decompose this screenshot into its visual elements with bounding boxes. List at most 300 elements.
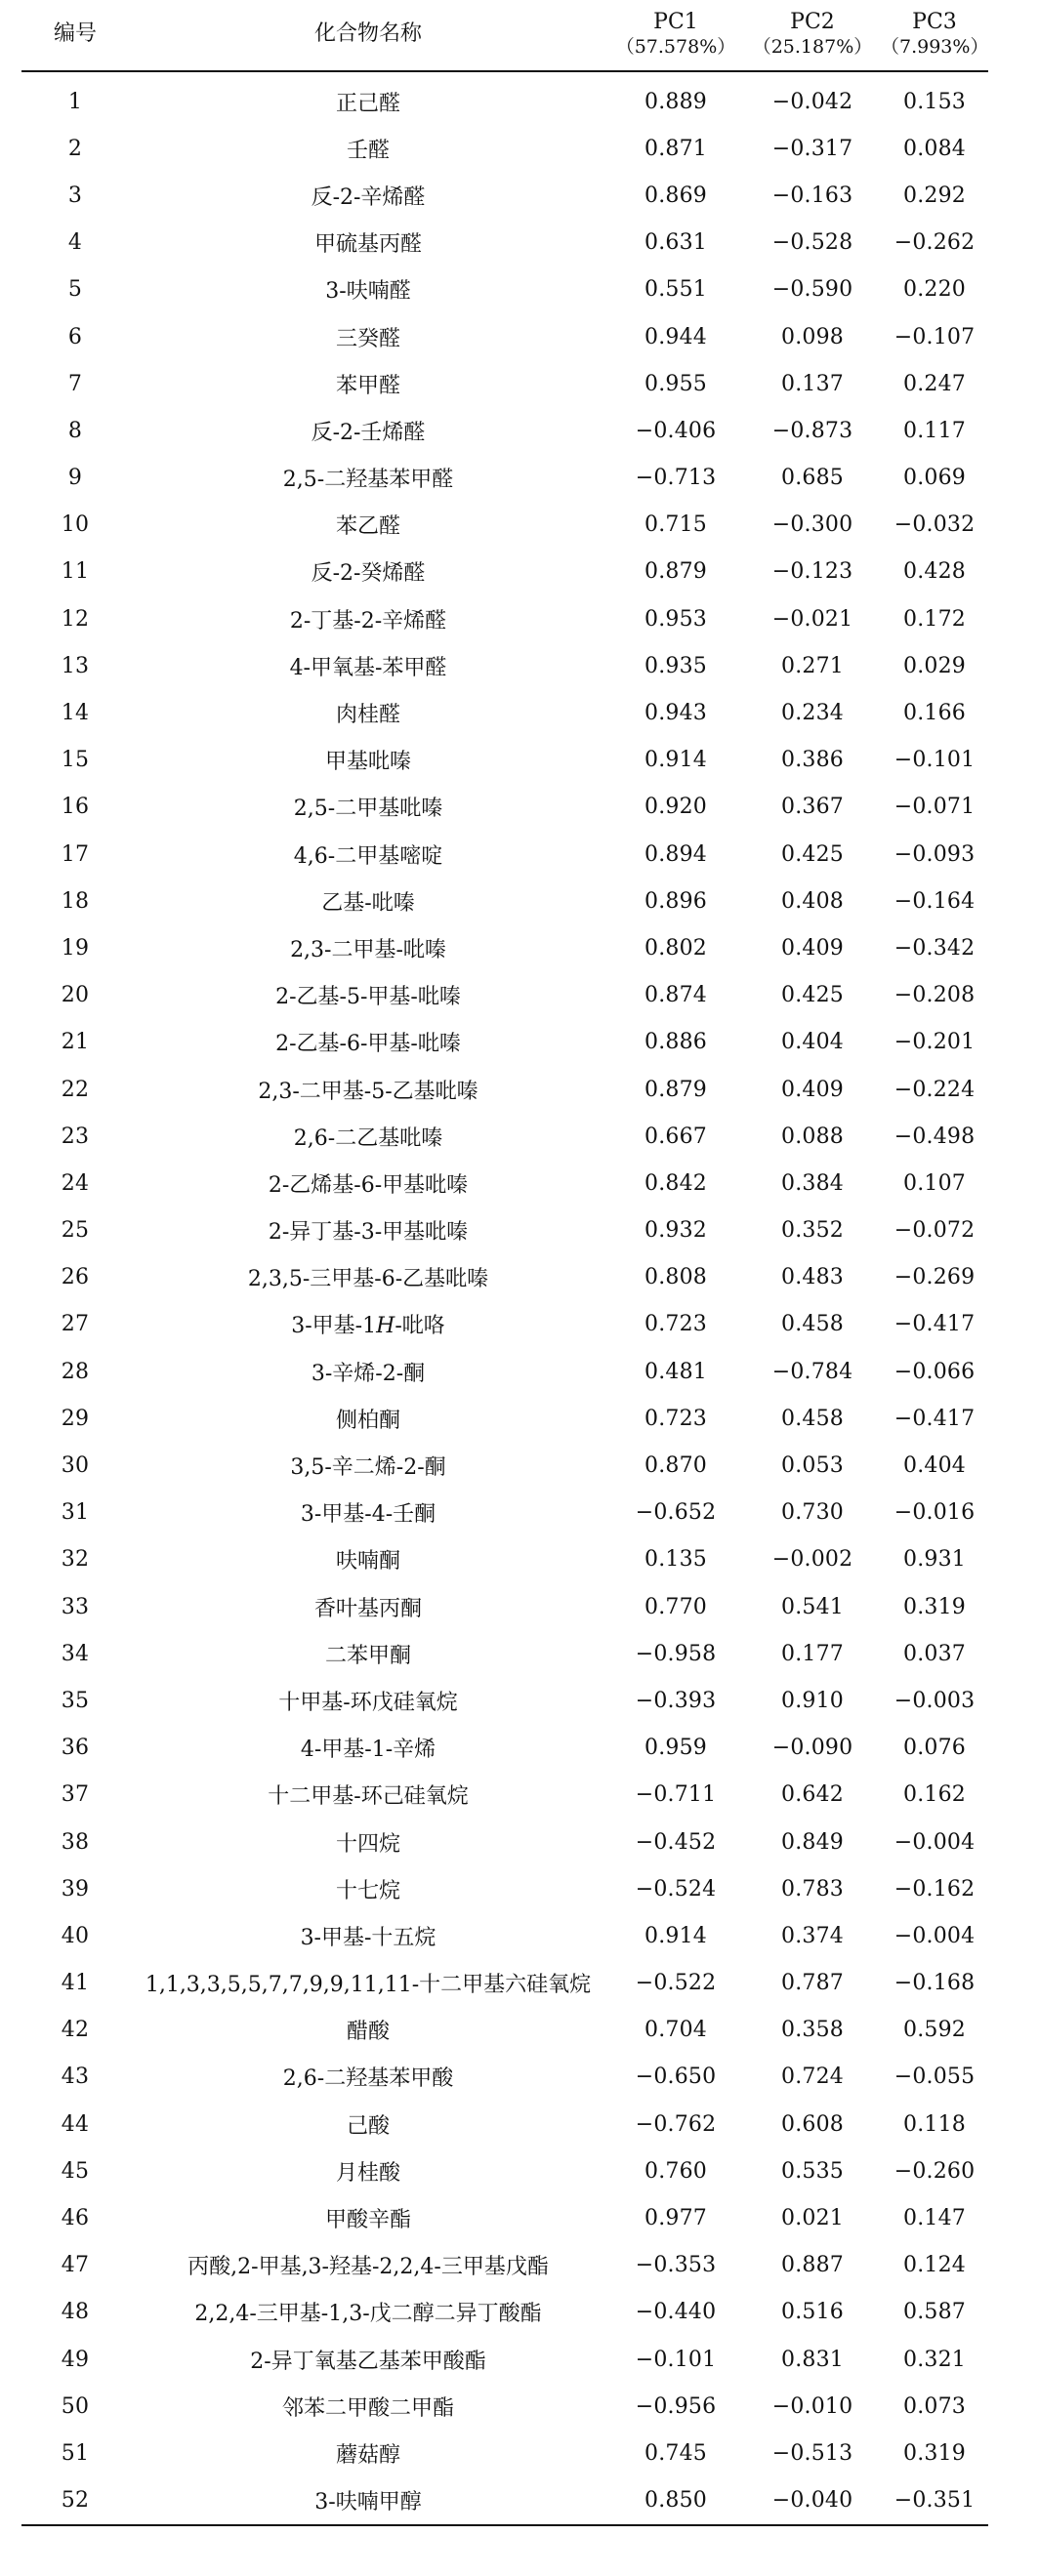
cell-id: 21 [61, 1030, 90, 1055]
cell-pc1: −0.713 [635, 466, 717, 491]
cell-pc1: 0.715 [644, 512, 707, 538]
header-row [21, 0, 988, 71]
cell-id: 37 [61, 1782, 90, 1808]
cell-pc2: 0.724 [781, 2065, 844, 2090]
table-row [21, 220, 988, 266]
cell-compound-name: 3-甲基-1H-吡咯 [291, 1314, 445, 1339]
cell-compound-name: 壬醛 [346, 138, 390, 163]
cell-id: 42 [61, 2018, 90, 2043]
cell-pc3: −0.004 [894, 1829, 976, 1855]
table-row [21, 71, 988, 125]
table-body [21, 71, 988, 2525]
cell-compound-name: 3-甲基-十五烷 [300, 1925, 436, 1950]
cell-compound-name: 4-甲氧基-苯甲醛 [289, 655, 447, 680]
cell-compound-name: 侧柏酮 [335, 1408, 400, 1433]
cell-pc1: −0.406 [635, 418, 717, 443]
header-pc3-variance: （7.993%） [881, 36, 989, 58]
cell-pc2: 0.425 [781, 983, 844, 1008]
cell-id: 13 [61, 653, 90, 678]
table-row [21, 972, 988, 1019]
cell-pc1: −0.452 [635, 1829, 717, 1855]
cell-pc2: 0.271 [781, 653, 844, 678]
cell-pc2: 0.831 [781, 2347, 844, 2372]
table-row [21, 1725, 988, 1772]
cell-pc1: 0.879 [644, 1077, 707, 1102]
header-id: 编号 [21, 0, 129, 71]
cell-pc3: −0.417 [894, 1312, 976, 1337]
cell-compound-name: 反-2-壬烯醛 [311, 420, 426, 445]
cell-pc1: 0.135 [644, 1547, 707, 1573]
cell-pc1: −0.958 [635, 1641, 717, 1666]
cell-pc1: 0.889 [644, 89, 707, 114]
cell-pc2: 0.887 [781, 2253, 844, 2278]
table-row [21, 2194, 988, 2241]
cell-pc2: 0.541 [781, 1594, 844, 1619]
cell-pc1: −0.101 [635, 2347, 717, 2372]
cell-compound-name: 丙酸,2-甲基,3-羟基-2,2,4-三甲基戊酯 [187, 2255, 549, 2280]
cell-pc3: −0.071 [894, 795, 976, 820]
table-row [21, 924, 988, 971]
cell-pc3: 0.166 [903, 701, 966, 726]
cell-pc3: 0.321 [903, 2347, 966, 2372]
table-row [21, 878, 988, 924]
cell-pc3: −0.201 [894, 1030, 976, 1055]
cell-compound-name: 十四烷 [335, 1831, 400, 1857]
table-row [21, 549, 988, 595]
table-row [21, 1536, 988, 1583]
cell-id: 15 [61, 748, 90, 773]
table-row [21, 2430, 988, 2476]
table-row [21, 1819, 988, 1865]
cell-pc2: 0.535 [781, 2158, 844, 2184]
table-row [21, 1583, 988, 1630]
header-pc3 [881, 0, 988, 71]
cell-pc3: 0.292 [903, 183, 966, 208]
cell-id: 20 [61, 983, 90, 1008]
cell-pc3: −0.164 [894, 888, 976, 914]
table-row [21, 595, 988, 642]
cell-compound-name: 2-乙基-5-甲基-吡嗪 [275, 985, 461, 1010]
table-row [21, 172, 988, 219]
table-row [21, 360, 988, 407]
cell-pc1: 0.914 [644, 748, 707, 773]
cell-pc3: 0.172 [903, 606, 966, 632]
cell-id: 47 [61, 2253, 90, 2278]
cell-compound-name: 3-呋喃醛 [325, 279, 411, 305]
cell-pc3: 0.428 [903, 559, 966, 585]
table-row [21, 642, 988, 689]
table-row [21, 1395, 988, 1442]
cell-pc1: 0.667 [644, 1124, 707, 1149]
cell-compound-name: 蘑菇醇 [335, 2442, 400, 2468]
cell-pc3: 0.153 [903, 89, 966, 114]
cell-pc3: 0.107 [903, 1170, 966, 1196]
cell-compound-name: 反-2-癸烯醛 [311, 561, 426, 587]
cell-compound-name: 2,3-二甲基-吡嗪 [290, 937, 446, 962]
cell-pc2: 0.408 [781, 888, 844, 914]
table-row [21, 1442, 988, 1489]
table-row [21, 2101, 988, 2147]
cell-pc1: 0.943 [644, 701, 707, 726]
table-row [21, 1490, 988, 1536]
cell-pc1: 0.932 [644, 1218, 707, 1244]
cell-id: 3 [67, 183, 83, 208]
cell-compound-name: 2-异丁氧基乙基苯甲酸酯 [250, 2349, 486, 2374]
cell-pc1: −0.956 [635, 2393, 717, 2419]
cell-pc1: 0.920 [644, 795, 707, 820]
cell-id: 43 [61, 2065, 90, 2090]
table-row [21, 1772, 988, 1819]
cell-id: 27 [61, 1312, 90, 1337]
table-row [21, 1912, 988, 1959]
cell-id: 48 [61, 2300, 90, 2325]
cell-pc3: −0.168 [894, 1971, 976, 1996]
cell-pc2: −0.784 [771, 1359, 853, 1384]
cell-pc3: 0.404 [903, 1453, 966, 1479]
cell-compound-name: 2-乙基-6-甲基-吡嗪 [275, 1032, 461, 1057]
cell-compound-name: 2,3,5-三甲基-6-乙基吡嗪 [247, 1267, 489, 1292]
cell-pc3: 0.931 [903, 1547, 966, 1573]
cell-compound-name: 十七烷 [335, 1878, 400, 1903]
cell-id: 31 [61, 1500, 90, 1526]
cell-pc3: −0.016 [894, 1500, 976, 1526]
cell-id: 46 [61, 2206, 90, 2231]
header-pc2-label: PC2 [790, 10, 835, 34]
cell-id: 41 [61, 1971, 90, 1996]
cell-id: 23 [61, 1124, 90, 1149]
cell-id: 25 [61, 1218, 90, 1244]
table-row [21, 737, 988, 784]
cell-id: 52 [21, 2477, 129, 2525]
cell-pc3: −0.262 [894, 230, 976, 256]
cell-id: 50 [61, 2393, 90, 2419]
cell-pc1: 0.723 [644, 1406, 707, 1431]
cell-pc1: 0.723 [644, 1312, 707, 1337]
cell-id: 18 [61, 888, 90, 914]
cell-pc3: −0.162 [894, 1876, 976, 1901]
table-row [21, 455, 988, 502]
cell-pc1: 0.551 [644, 277, 707, 303]
header-pc3-label: PC3 [912, 10, 957, 34]
cell-pc3: 0.319 [903, 1594, 966, 1619]
cell-compound-name: 3,5-辛二烯-2-酮 [290, 1455, 446, 1481]
cell-id: 29 [61, 1406, 90, 1431]
cell-compound-name: 呋喃酮 [335, 1549, 400, 1574]
cell-pc1: 0.760 [644, 2158, 707, 2184]
cell-id: 24 [61, 1170, 90, 1196]
cell-pc1: 0.871 [644, 136, 707, 161]
cell-pc1: 0.894 [644, 841, 707, 867]
cell-pc2: 0.374 [781, 1923, 844, 1948]
cell-pc2: 0.409 [781, 935, 844, 961]
cell-id: 40 [61, 1923, 90, 1948]
cell-compound-name: 2,5-二甲基吡嗪 [293, 797, 443, 822]
cell-pc1: 0.802 [644, 935, 707, 961]
cell-pc1: 0.808 [644, 1265, 707, 1290]
cell-pc1: 0.481 [644, 1359, 707, 1384]
cell-compound-name: 肉桂醛 [335, 703, 400, 728]
cell-compound-name: 反-2-辛烯醛 [311, 184, 426, 210]
table-row [21, 2242, 988, 2289]
cell-pc1: −0.522 [635, 1971, 717, 1996]
cell-pc1: −0.711 [635, 1782, 717, 1808]
cell-compound-name: 月桂酸 [335, 2160, 400, 2186]
cell-pc3: −0.004 [894, 1923, 976, 1948]
cell-pc3: −0.351 [881, 2477, 988, 2525]
cell-id: 28 [61, 1359, 90, 1384]
cell-pc2: −0.010 [771, 2393, 853, 2419]
cell-pc3: 0.147 [903, 2206, 966, 2231]
cell-pc3: 0.319 [903, 2440, 966, 2466]
table-row [21, 313, 988, 360]
cell-pc2: 0.098 [781, 324, 844, 349]
cell-id: 14 [61, 701, 90, 726]
cell-pc3: −0.269 [894, 1265, 976, 1290]
cell-id: 4 [67, 230, 83, 256]
cell-id: 2 [67, 136, 83, 161]
cell-compound-name: 乙基-吡嗪 [321, 890, 415, 916]
cell-pc2: 0.386 [781, 748, 844, 773]
cell-id: 51 [61, 2440, 90, 2466]
cell-pc1: 0.896 [644, 888, 707, 914]
cell-id: 34 [61, 1641, 90, 1666]
cell-compound-name: 2,2,4-三甲基-1,3-戊二醇二异丁酸酯 [194, 2302, 542, 2327]
cell-compound-name: 2,5-二羟基苯甲醛 [282, 468, 454, 493]
cell-pc3: −0.208 [894, 983, 976, 1008]
header-pc2-variance: （25.187%） [752, 36, 873, 58]
cell-pc3: 0.084 [903, 136, 966, 161]
cell-pc3: −0.072 [894, 1218, 976, 1244]
cell-pc2: 0.685 [781, 466, 844, 491]
table-row [21, 1207, 988, 1254]
cell-id: 19 [61, 935, 90, 961]
table-row [21, 266, 988, 313]
cell-pc1: 0.914 [644, 1923, 707, 1948]
cell-pc1: 0.745 [644, 2440, 707, 2466]
table-row [21, 1066, 988, 1113]
cell-pc2: 0.358 [781, 2018, 844, 2043]
cell-pc3: −0.260 [894, 2158, 976, 2184]
cell-id: 36 [61, 1736, 90, 1761]
cell-compound-name: 己酸 [346, 2113, 390, 2139]
cell-id: 6 [67, 324, 83, 349]
cell-pc2: 0.409 [781, 1077, 844, 1102]
cell-pc2: 0.787 [781, 1971, 844, 1996]
cell-pc1: 0.770 [644, 1594, 707, 1619]
cell-pc2: 0.642 [781, 1782, 844, 1808]
cell-pc2: 0.458 [781, 1312, 844, 1337]
cell-pc2: 0.384 [781, 1170, 844, 1196]
cell-pc1: 0.842 [644, 1170, 707, 1196]
cell-pc2: −0.873 [771, 418, 853, 443]
cell-compound-name: 2,6-二乙基吡嗪 [293, 1125, 443, 1151]
cell-pc1: 0.704 [644, 2018, 707, 2043]
cell-pc1: −0.353 [635, 2253, 717, 2278]
cell-pc2: −0.040 [744, 2477, 881, 2525]
cell-pc3: 0.069 [903, 466, 966, 491]
cell-pc2: 0.177 [781, 1641, 844, 1666]
cell-compound-name: 二苯甲酮 [324, 1643, 411, 1668]
cell-compound-name: 十二甲基-环己硅氧烷 [268, 1784, 469, 1810]
cell-compound-name: 3-甲基-4-壬酮 [300, 1502, 436, 1528]
cell-pc1: −0.762 [635, 2111, 717, 2137]
cell-id: 12 [61, 606, 90, 632]
table-row [21, 1254, 988, 1301]
cell-compound-name: 正己醛 [335, 91, 400, 116]
header-pc2 [744, 0, 881, 71]
cell-compound-name: 4,6-二甲基嘧啶 [293, 843, 443, 869]
cell-pc3: −0.003 [894, 1688, 976, 1713]
header-pc1-variance: （57.578%） [615, 36, 736, 58]
cell-pc3: −0.032 [894, 512, 976, 538]
cell-pc3: 0.587 [903, 2300, 966, 2325]
cell-pc2: −0.317 [771, 136, 853, 161]
cell-id: 49 [61, 2347, 90, 2372]
cell-pc2: 0.137 [781, 371, 844, 396]
cell-pc1: 0.850 [607, 2477, 744, 2525]
cell-id: 30 [61, 1453, 90, 1479]
cell-compound-name: 甲酸辛酯 [324, 2208, 411, 2233]
cell-pc2: −0.002 [771, 1547, 853, 1573]
cell-pc3: −0.055 [894, 2065, 976, 2090]
cell-pc3: −0.093 [894, 841, 976, 867]
table-row [21, 1348, 988, 1395]
cell-compound-name: 4-甲基-1-辛烯 [300, 1738, 436, 1763]
cell-pc3: 0.247 [903, 371, 966, 396]
cell-pc3: −0.066 [894, 1359, 976, 1384]
cell-id: 11 [61, 559, 90, 585]
cell-pc3: −0.342 [894, 935, 976, 961]
cell-pc2: −0.300 [771, 512, 853, 538]
cell-pc2: −0.042 [771, 89, 853, 114]
cell-pc1: −0.652 [635, 1500, 717, 1526]
table-row [21, 2477, 988, 2525]
cell-pc2: 0.352 [781, 1218, 844, 1244]
cell-pc1: 0.944 [644, 324, 707, 349]
cell-id: 35 [61, 1688, 90, 1713]
table-row [21, 1630, 988, 1677]
cell-pc1: 0.869 [644, 183, 707, 208]
table-row [21, 1301, 988, 1348]
table-row [21, 2054, 988, 2101]
table-row [21, 689, 988, 736]
cell-pc3: −0.498 [894, 1124, 976, 1149]
cell-compound-name: 3-呋喃甲醇 [129, 2477, 607, 2525]
cell-id: 26 [61, 1265, 90, 1290]
cell-pc1: 0.953 [644, 606, 707, 632]
cell-id: 7 [67, 371, 83, 396]
cell-compound-name: 甲基吡嗪 [324, 750, 411, 775]
cell-pc3: −0.224 [894, 1077, 976, 1102]
cell-pc2: −0.513 [771, 2440, 853, 2466]
table-row [21, 125, 988, 172]
cell-pc1: 0.935 [644, 653, 707, 678]
cell-pc2: −0.590 [771, 277, 853, 303]
table-row [21, 1865, 988, 1912]
table-row [21, 2336, 988, 2383]
cell-pc2: 0.404 [781, 1030, 844, 1055]
cell-pc2: −0.090 [771, 1736, 853, 1761]
cell-pc1: −0.650 [635, 2065, 717, 2090]
cell-pc1: −0.393 [635, 1688, 717, 1713]
cell-pc2: −0.021 [771, 606, 853, 632]
cell-pc2: 0.234 [781, 701, 844, 726]
cell-compound-name: 香叶基丙酮 [313, 1596, 422, 1621]
cell-pc2: 0.088 [781, 1124, 844, 1149]
cell-pc2: 0.608 [781, 2111, 844, 2137]
cell-compound-name: 十甲基-环戊硅氧烷 [278, 1690, 458, 1715]
cell-pc2: 0.730 [781, 1500, 844, 1526]
table-row [21, 2289, 988, 2336]
cell-compound-name: 三癸醛 [335, 326, 400, 351]
cell-id: 44 [61, 2111, 90, 2137]
cell-pc2: −0.163 [771, 183, 853, 208]
cell-compound-name: 甲硫基丙醛 [313, 232, 422, 258]
cell-id: 17 [61, 841, 90, 867]
cell-id: 16 [61, 795, 90, 820]
cell-compound-name: 苯乙醛 [335, 514, 400, 540]
cell-pc2: 0.367 [781, 795, 844, 820]
table-row [21, 1960, 988, 2007]
table-row [21, 407, 988, 454]
cell-pc3: 0.220 [903, 277, 966, 303]
cell-pc3: 0.029 [903, 653, 966, 678]
table-row [21, 2383, 988, 2430]
cell-pc1: 0.874 [644, 983, 707, 1008]
cell-pc1: 0.955 [644, 371, 707, 396]
table-row [21, 2147, 988, 2194]
header-compound-name: 化合物名称 [129, 0, 607, 71]
cell-pc2: −0.528 [771, 230, 853, 256]
cell-id: 32 [61, 1547, 90, 1573]
cell-pc3: 0.162 [903, 1782, 966, 1808]
cell-id: 33 [61, 1594, 90, 1619]
cell-pc3: −0.107 [894, 324, 976, 349]
table-row [21, 1113, 988, 1160]
cell-compound-name: 苯甲醛 [335, 373, 400, 398]
cell-pc3: 0.124 [903, 2253, 966, 2278]
cell-pc2: 0.910 [781, 1688, 844, 1713]
cell-pc3: 0.118 [903, 2111, 966, 2137]
cell-pc1: 0.870 [644, 1453, 707, 1479]
table-row [21, 1677, 988, 1724]
cell-pc2: 0.849 [781, 1829, 844, 1855]
cell-id: 10 [61, 512, 90, 538]
cell-id: 45 [61, 2158, 90, 2184]
table-row [21, 502, 988, 549]
header-pc1 [607, 0, 744, 71]
cell-id: 9 [67, 466, 83, 491]
cell-pc2: 0.516 [781, 2300, 844, 2325]
cell-pc3: 0.117 [903, 418, 966, 443]
cell-pc3: 0.073 [903, 2393, 966, 2419]
cell-compound-name: 2-丁基-2-辛烯醛 [289, 608, 447, 634]
cell-pc2: 0.053 [781, 1453, 844, 1479]
cell-id: 38 [61, 1829, 90, 1855]
table-row [21, 831, 988, 878]
cell-id: 5 [67, 277, 83, 303]
cell-id: 8 [67, 418, 83, 443]
cell-compound-name: 2-异丁基-3-甲基吡嗪 [268, 1220, 469, 1246]
cell-compound-name: 1,1,3,3,5,5,7,7,9,9,11,11-十二甲基六硅氧烷 [145, 1973, 592, 1998]
cell-pc3: 0.592 [903, 2018, 966, 2043]
cell-compound-name: 邻苯二甲酸二甲酯 [281, 2395, 454, 2421]
cell-pc1: 0.886 [644, 1030, 707, 1055]
cell-pc2: 0.783 [781, 1876, 844, 1901]
cell-compound-name: 醋酸 [346, 2020, 390, 2045]
pca-loading-table [21, 0, 988, 2526]
cell-compound-name: 3-辛烯-2-酮 [311, 1361, 426, 1386]
